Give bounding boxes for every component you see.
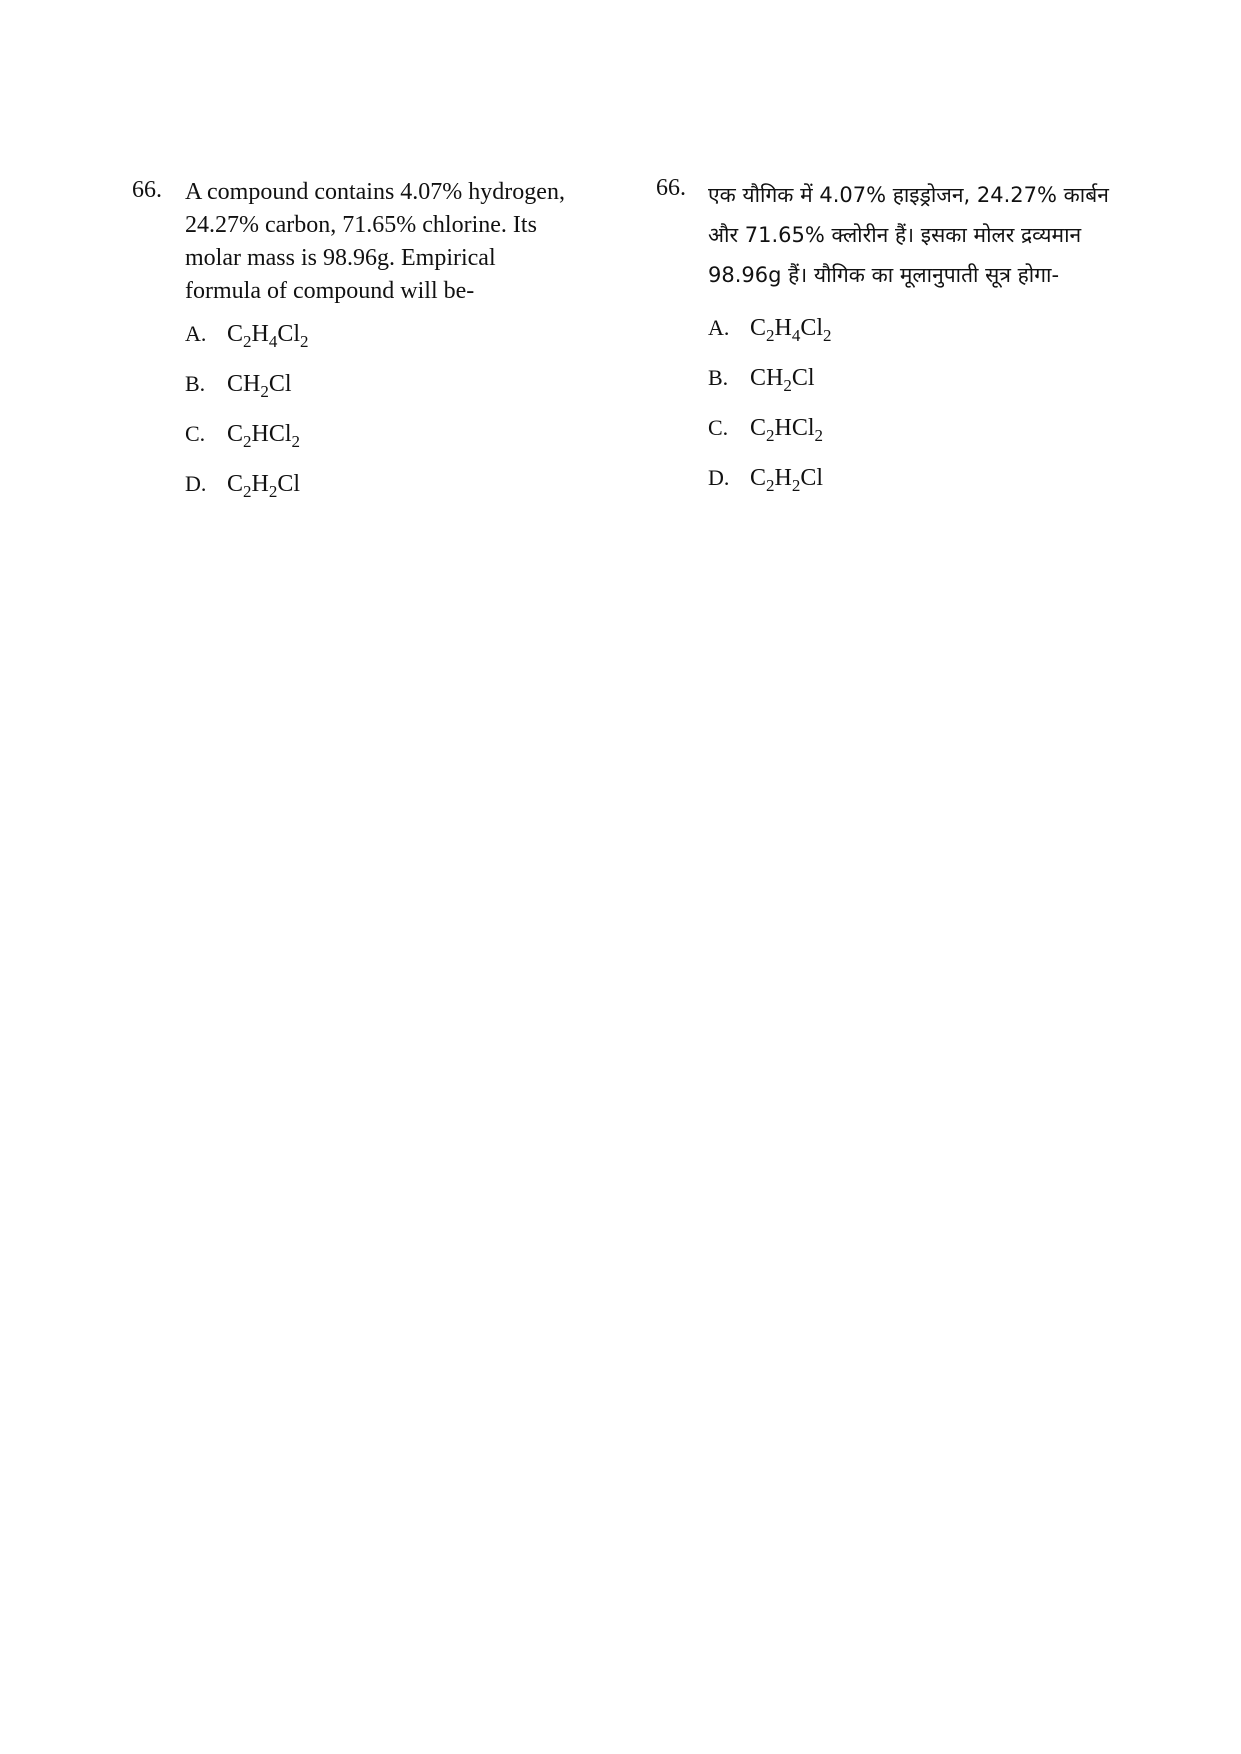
- option-letter: A.: [708, 315, 730, 340]
- option-letter: C.: [185, 421, 206, 446]
- option-a: [185, 318, 309, 368]
- question-text: एक यौगिक में 4.07% हाइड्रोजन, 24.27% कार्बन और 71.65% क्लोरीन हैं। इसका मोलर द्रव्यमान 98.96g हैं। यौगिक का मूलानुपाती सूत्र होगा-: [708, 183, 1109, 287]
- option-letter: B.: [185, 371, 206, 396]
- option-letter: C.: [708, 415, 729, 440]
- option-formula: $C_2H_4Cl_2$: [227, 321, 309, 351]
- option-letter: D.: [185, 471, 207, 496]
- option-formula: $C_2H_2Cl$: [750, 465, 824, 495]
- options-list: [708, 312, 832, 512]
- option-letter: A.: [185, 321, 207, 346]
- option-formula: $C_2HCl_2$: [227, 421, 301, 451]
- option-a: [708, 312, 832, 362]
- option-formula: $C_2H_4Cl_2$: [750, 315, 832, 345]
- question-text: A compound contains 4.07% hydrogen, 24.27% carbon, 71.65% chlorine. Its molar mass is 98.96g. Empirical formula of compound will be-: [185, 179, 565, 304]
- option-d: [708, 462, 832, 512]
- option-letter: B.: [708, 365, 729, 390]
- option-formula: $C_2HCl_2$: [750, 415, 824, 445]
- options-list: [185, 318, 309, 518]
- option-b: [708, 362, 832, 412]
- option-c: [708, 412, 832, 462]
- option-b: [185, 368, 309, 418]
- option-d: [185, 468, 309, 518]
- question-number: 66.: [132, 177, 162, 203]
- option-formula: $CH_2Cl$: [227, 371, 292, 401]
- option-formula: $C_2H_2Cl$: [227, 471, 301, 501]
- question-number: 66.: [656, 175, 686, 201]
- option-letter: D.: [708, 465, 730, 490]
- option-c: [185, 418, 309, 468]
- option-formula: $CH_2Cl$: [750, 365, 815, 395]
